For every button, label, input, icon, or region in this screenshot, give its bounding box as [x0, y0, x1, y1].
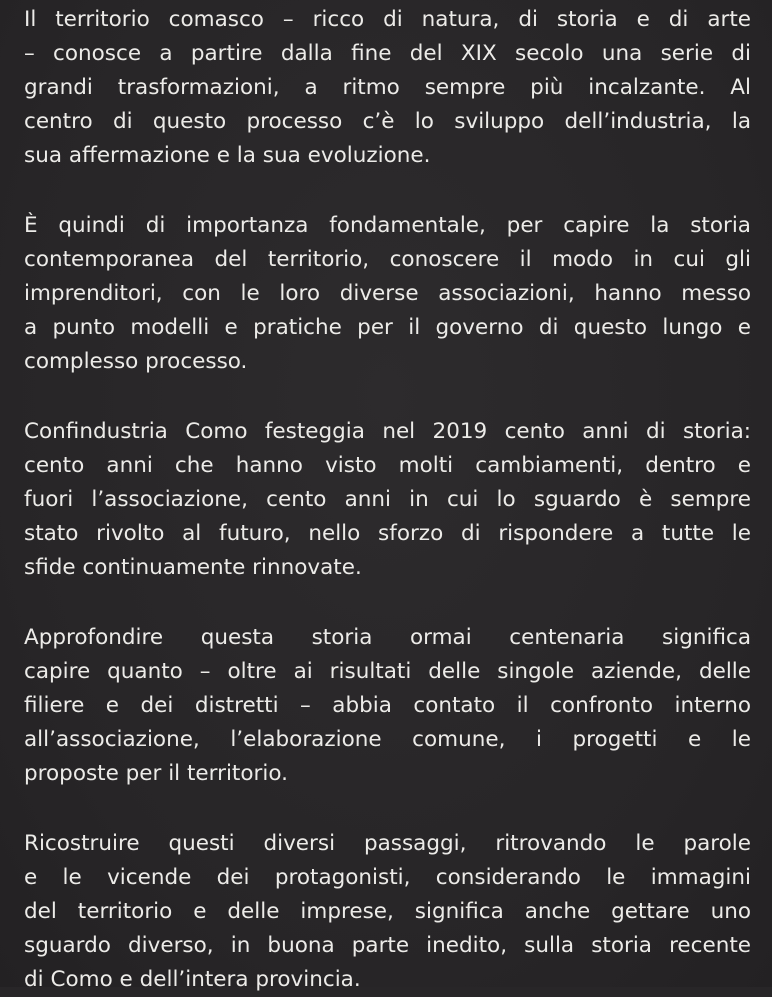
text-line: a punto modelli e pratiche per il governo di questo lungo e: [24, 315, 751, 340]
text-line: proposte per il territorio.: [24, 761, 288, 786]
text-line: filiere e dei distretti – abbia contato il confronto interno: [24, 693, 751, 718]
text-line: – conosce a partire dalla fine del XIX secolo una serie di: [24, 41, 751, 66]
text-line: sguardo diverso, in buona parte inedito, sulla storia recente: [24, 933, 751, 958]
text-line: di Como e dell’intera provincia.: [24, 967, 361, 992]
text-line: del territorio e delle imprese, significa anche gettare uno: [24, 899, 751, 924]
text-line: sfide continuamente rinnovate.: [24, 555, 362, 580]
text-line: centro di questo processo c’è lo sviluppo dell’industria, la: [24, 109, 751, 134]
text-line: imprenditori, con le loro diverse associazioni, hanno messo: [24, 281, 751, 306]
text-line: fuori l’associazione, cento anni in cui lo sguardo è sempre: [24, 487, 751, 512]
text-line: È quindi di importanza fondamentale, per capire la storia: [24, 213, 751, 238]
text-line: Il territorio comasco – ricco di natura, di storia e di arte: [24, 7, 751, 32]
text-line: grandi trasformazioni, a ritmo sempre più incalzante. Al: [24, 75, 751, 100]
paragraph-3: [24, 415, 751, 585]
text-line: sua affermazione e la sua evoluzione.: [24, 143, 431, 168]
text-line: stato rivolto al futuro, nello sforzo di rispondere a tutte le: [24, 521, 751, 546]
paragraph-1: [24, 3, 751, 173]
text-line: e le vicende dei protagonisti, considerando le immagini: [24, 865, 751, 890]
text-line: Approfondire questa storia ormai centenaria significa: [24, 625, 751, 650]
text-line: capire quanto – oltre ai risultati delle singole aziende, delle: [24, 659, 751, 684]
text-line: Confindustria Como festeggia nel 2019 cento anni di storia:: [24, 419, 751, 444]
text-line: all’associazione, l’elaborazione comune, i progetti e le: [24, 727, 751, 752]
paragraph-2: [24, 209, 751, 379]
text-line: cento anni che hanno visto molti cambiamenti, dentro e: [24, 453, 751, 478]
paragraph-5: [24, 827, 751, 997]
text-line: complesso processo.: [24, 349, 248, 374]
paragraph-4: [24, 621, 751, 791]
text-line: Ricostruire questi diversi passaggi, ritrovando le parole: [24, 831, 751, 856]
text-line: contemporanea del territorio, conoscere il modo in cui gli: [24, 247, 751, 272]
